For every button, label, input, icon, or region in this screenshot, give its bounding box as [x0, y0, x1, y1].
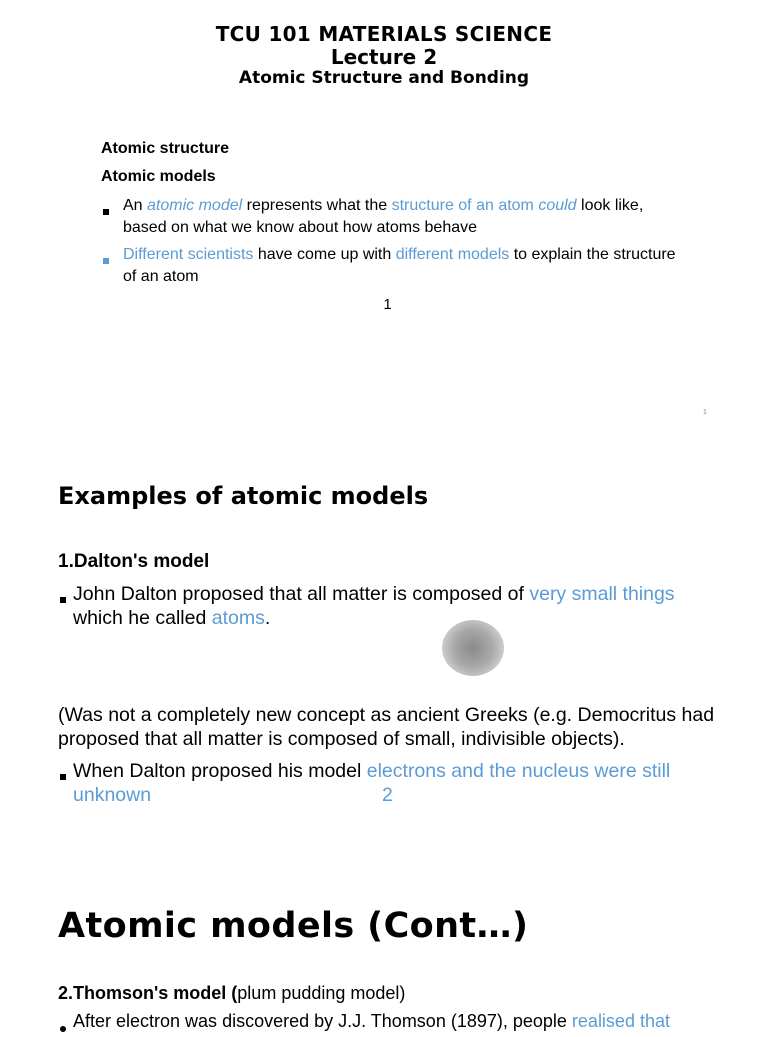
bullet-different-models: Different scientists have come up with different models to explain the structure of an atom — [123, 246, 676, 285]
slide-title: Examples of atomic models — [58, 482, 429, 510]
bullet-atomic-model-definition: An atomic model represents what the structure of an atom could look like, based on what we know about how atoms behave — [123, 197, 644, 236]
slide-title: Atomic models (Cont…) — [58, 906, 529, 946]
dalton-atom-sphere-image — [442, 620, 504, 676]
slide-number: 1 — [703, 409, 707, 416]
page-number: 2 — [382, 784, 393, 806]
bullet-dalton-proposal: John Dalton proposed that all matter is composed of very small things which he called atoms. — [73, 583, 675, 629]
square-bullet-icon — [60, 590, 66, 608]
course-title: TCU 101 MATERIALS SCIENCE — [215, 22, 553, 46]
square-bullet-icon — [60, 767, 66, 785]
heading-atomic-structure: Atomic structure — [101, 140, 230, 157]
square-bullet-icon — [103, 202, 109, 220]
round-bullet-icon — [60, 1019, 66, 1037]
heading-atomic-models: Atomic models — [101, 168, 216, 185]
lecture-number: Lecture 2 — [330, 45, 438, 69]
paragraph-greeks-note: (Was not a completely new concept as ancient Greeks (e.g. Democritus had proposed that all matter is composed of small, indivisible objects). — [58, 704, 715, 750]
section-heading-thomson: 2.Thomson's model (plum pudding model) — [58, 983, 406, 1003]
square-bullet-icon — [103, 251, 109, 269]
bullet-thomson-discovery: After electron was discovered by J.J. Thomson (1897), people realised that — [73, 1011, 670, 1031]
section-heading-dalton: 1.Dalton's model — [58, 551, 210, 572]
page-number: 1 — [383, 296, 392, 313]
bullet-electrons-unknown: When Dalton proposed his model electrons and the nucleus were still unknown — [73, 760, 671, 806]
lecture-topic: Atomic Structure and Bonding — [238, 68, 530, 88]
